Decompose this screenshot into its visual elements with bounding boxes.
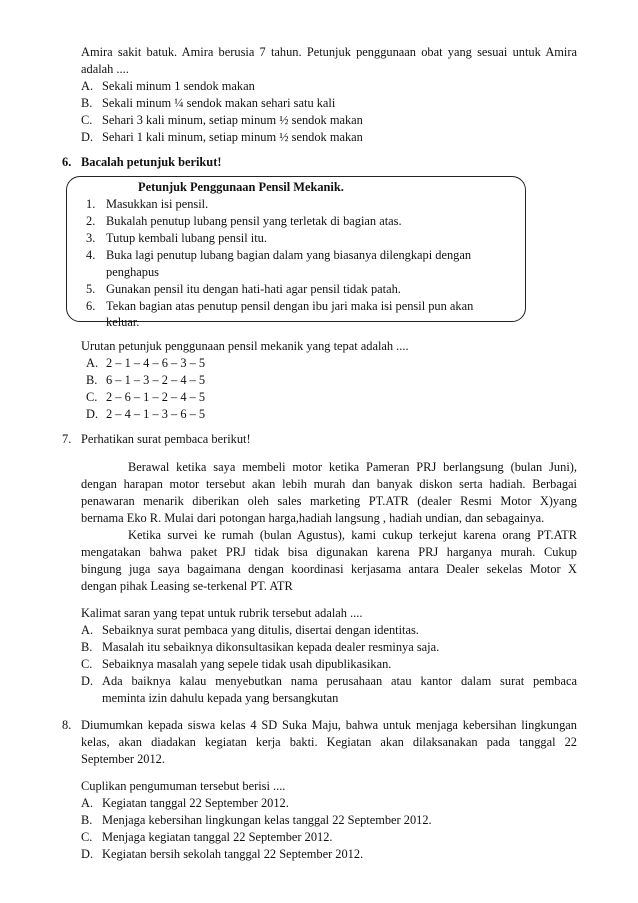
q6-option-c-label: C. [86,390,98,404]
q6-option-b-label: B. [86,373,98,387]
q7-option-c: Sebaiknya masalah yang sepele tidak usah dipublikasikan. [102,657,392,671]
q6-number: 6. [62,155,72,169]
q6-option-c: 2 – 6 – 1 – 2 – 4 – 5 [106,390,206,404]
step-6-cont: keluar. [106,315,140,329]
q5-stem-cont: adalah .... [81,62,129,76]
q6-heading: Bacalah petunjuk berikut! [81,155,222,169]
q6-option-a-label: A. [86,356,99,370]
q7-option-a-label: A. [81,623,94,637]
q6-option-d-label: D. [86,407,99,421]
q5-option-d-label: D. [81,130,94,144]
step-4-num: 4. [86,248,96,262]
step-1-num: 1. [86,197,96,211]
letter-line-6: mengatakan bahwa paket PRJ tidak bisa digunakan karena PRJ harganya murah. Cukup [81,545,577,559]
q6-question: Urutan petunjuk penggunaan pensil mekanik yang tepat adalah .... [81,339,409,353]
q8-option-b-label: B. [81,813,93,827]
q7-option-a: Sebaiknya surat pembaca yang ditulis, disertai dengan identitas. [102,623,419,637]
q8-stem-3: September 2012. [81,752,165,766]
letter-line-2: dengan harapan motor tersebut akan lebih murah dan banyak diskon serta hadiah. Berbagai [81,477,577,491]
q6-option-a: 2 – 1 – 4 – 6 – 3 – 5 [106,356,206,370]
q8-number: 8. [62,718,72,732]
letter-line-1: Berawal ketika saya membeli motor ketika Pameran PRJ berlangsung (bulan Juni), [128,460,577,474]
q8-option-c-label: C. [81,830,93,844]
q8-option-a-label: A. [81,796,94,810]
q7-option-c-label: C. [81,657,93,671]
q8-stem-2: kelas, akan diadakan kegiatan kerja bakti. Kegiatan akan dilaksanakan pada tanggal 22 [81,735,577,749]
letter-line-5: Ketika survei ke rumah (bulan Agustus), kami cukup terkejut karena orang PT.ATR [128,528,577,542]
q7-option-b: Masalah itu sebaiknya dikonsultasikan kepada dealer resminya saja. [102,640,440,654]
step-4-cont: penghapus [106,265,159,279]
step-6: Tekan bagian atas penutup pensil dengan ibu jari maka isi pensil pun akan [106,299,474,313]
q5-option-c: Sehari 3 kali minum, setiap minum ½ sendok makan [102,113,363,127]
q5-option-a: Sekali minum 1 sendok makan [102,79,255,93]
q5-stem: Amira sakit batuk. Amira berusia 7 tahun. Petunjuk penggunaan obat yang sesuai untuk Amira [81,45,577,59]
step-6-num: 6. [86,299,96,313]
q8-option-d-label: D. [81,847,94,861]
q6-option-d: 2 – 4 – 1 – 3 – 6 – 5 [106,407,206,421]
box-title: Petunjuk Penggunaan Pensil Mekanik. [138,180,344,194]
q5-option-d: Sehari 1 kali minum, setiap minum ½ sendok makan [102,130,363,144]
q8-option-d: Kegiatan bersih sekolah tanggal 22 September 2012. [102,847,364,861]
step-5: Gunakan pensil itu dengan hati-hati agar pensil tidak patah. [106,282,401,296]
q5-option-a-label: A. [81,79,94,93]
step-4: Buka lagi penutup lubang bagian dalam yang biasanya dilengkapi dengan [106,248,472,262]
q7-question: Kalimat saran yang tepat untuk rubrik tersebut adalah .... [81,606,363,620]
q7-number: 7. [62,432,72,446]
q7-option-b-label: B. [81,640,93,654]
letter-line-7: bingung juga saya bagaimana dengan koordinasi kerjasama antara Dealer sekelas Motor X [81,562,577,576]
q7-heading: Perhatikan surat pembaca berikut! [81,432,251,446]
q8-question: Cuplikan pengumuman tersebut berisi .... [81,779,286,793]
letter-line-3: penawaran menarik diberikan oleh sales marketing PT.ATR (dealer Resmi Motor X)yang [81,494,577,508]
step-5-num: 5. [86,282,96,296]
letter-line-8: dengan pihak Leasing se-terkenal PT. ATR [81,579,293,593]
q8-option-b: Menjaga kebersihan lingkungan kelas tanggal 22 September 2012. [102,813,432,827]
step-2-num: 2. [86,214,96,228]
q8-stem-1: Diumumkan kepada siswa kelas 4 SD Suka Maju, bahwa untuk menjaga kebersihan lingkungan [81,718,577,732]
q5-option-c-label: C. [81,113,93,127]
step-3-num: 3. [86,231,96,245]
step-1: Masukkan isi pensil. [106,197,209,211]
q5-option-b: Sekali minum ¼ sendok makan sehari satu kali [102,96,336,110]
q7-option-d-cont: meminta izin dahulu kepada yang bersangkutan [102,691,339,705]
q8-option-a: Kegiatan tanggal 22 September 2012. [102,796,289,810]
step-3: Tutup kembali lubang pensil itu. [106,231,267,245]
q6-option-b: 6 – 1 – 3 – 2 – 4 – 5 [106,373,206,387]
q7-option-d: Ada baiknya kalau menyebutkan nama perusahaan atau kantor dalam surat pembaca [102,674,577,688]
letter-line-4: bernama Eko R. Mulai dari potongan harga,hadiah langsung , hadiah undian, dan sebagainya. [81,511,545,525]
q8-option-c: Menjaga kegiatan tanggal 22 September 2012. [102,830,333,844]
q5-option-b-label: B. [81,96,93,110]
step-2: Bukalah penutup lubang pensil yang terletak di bagian atas. [106,214,402,228]
q7-option-d-label: D. [81,674,94,688]
